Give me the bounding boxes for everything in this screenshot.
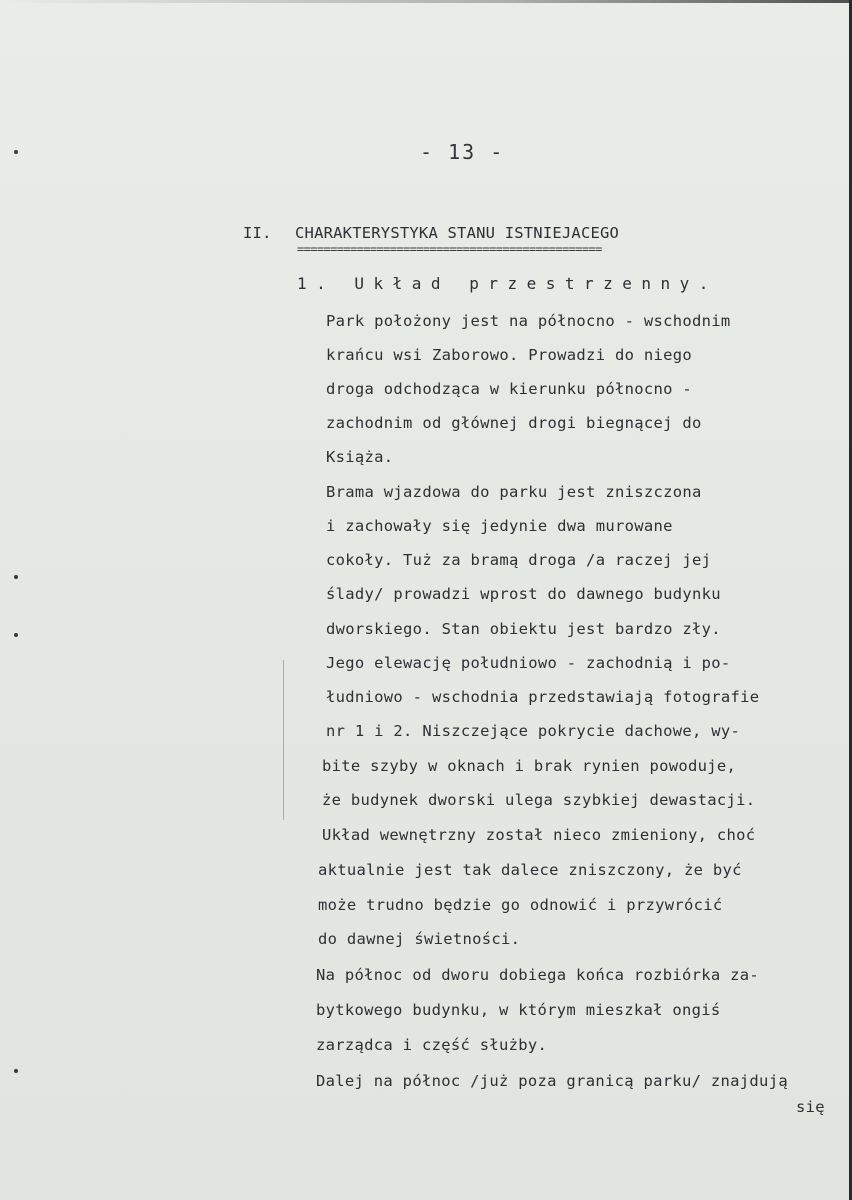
body-line: droga odchodząca w kierunku północno - <box>326 380 693 398</box>
body-line: i zachowały się jedynie dwa murowane <box>326 517 673 535</box>
body-line: nr 1 i 2. Niszczejące pokrycie dachowe, wy- <box>326 722 741 740</box>
body-line: Układ wewnętrzny został nieco zmieniony, choć <box>322 826 756 844</box>
section-title: CHARAKTERYSTYKA STANU ISTNIEJACEGO <box>295 224 620 242</box>
subsection-heading: 1. Układ przestrzenny. <box>297 274 718 293</box>
punch-mark <box>14 150 18 154</box>
body-line: Na północ od dworu dobiega końca rozbiórka za- <box>316 966 760 984</box>
body-line: że budynek dworski ulega szybkiej dewastacji. <box>322 791 756 809</box>
body-line: aktualnie jest tak dalece zniszczony, że być <box>318 861 742 879</box>
body-line: cokoły. Tuż za bramą droga /a raczej jej <box>326 551 712 569</box>
body-line: dworskiego. Stan obiektu jest bardzo zły. <box>326 620 721 638</box>
body-line: Park położony jest na północno - wschodnim <box>326 312 731 330</box>
body-line: bite szyby w oknach i brak rynien powoduje, <box>322 757 737 775</box>
body-line: Brama wjazdowa do parku jest zniszczona <box>326 483 702 501</box>
section-number: II. <box>243 224 272 242</box>
body-line: się <box>796 1098 825 1116</box>
section-underline: ============================================== <box>297 246 602 256</box>
body-line: łudniowo - wschodnia przedstawiają fotografie <box>326 688 760 706</box>
body-line: Dalej na północ /już poza granicą parku/ znajdują <box>316 1072 788 1090</box>
section-heading <box>243 224 619 242</box>
page-number: - 13 - <box>420 140 505 164</box>
body-line: Jego elewację południowo - zachodnią i po- <box>326 654 731 672</box>
body-line: zarządca i część służby. <box>316 1036 548 1054</box>
page-top-edge <box>0 0 852 3</box>
vertical-stray-mark <box>283 660 284 820</box>
body-line: bytkowego budynku, w którym mieszkał ongiś <box>316 1001 721 1019</box>
punch-mark <box>14 633 18 637</box>
body-line: do dawnej świetności. <box>318 930 521 948</box>
punch-mark <box>14 575 18 579</box>
body-line: zachodnim od głównej drogi biegnącej do <box>326 414 702 432</box>
body-line: Książa. <box>326 448 394 466</box>
punch-mark <box>14 1069 18 1073</box>
body-line: ślady/ prowadzi wprost do dawnego budynku <box>326 585 721 603</box>
body-line: krańcu wsi Zaborowo. Prowadzi do niego <box>326 346 693 364</box>
body-line: może trudno będzie go odnowić i przywrócić <box>318 896 723 914</box>
